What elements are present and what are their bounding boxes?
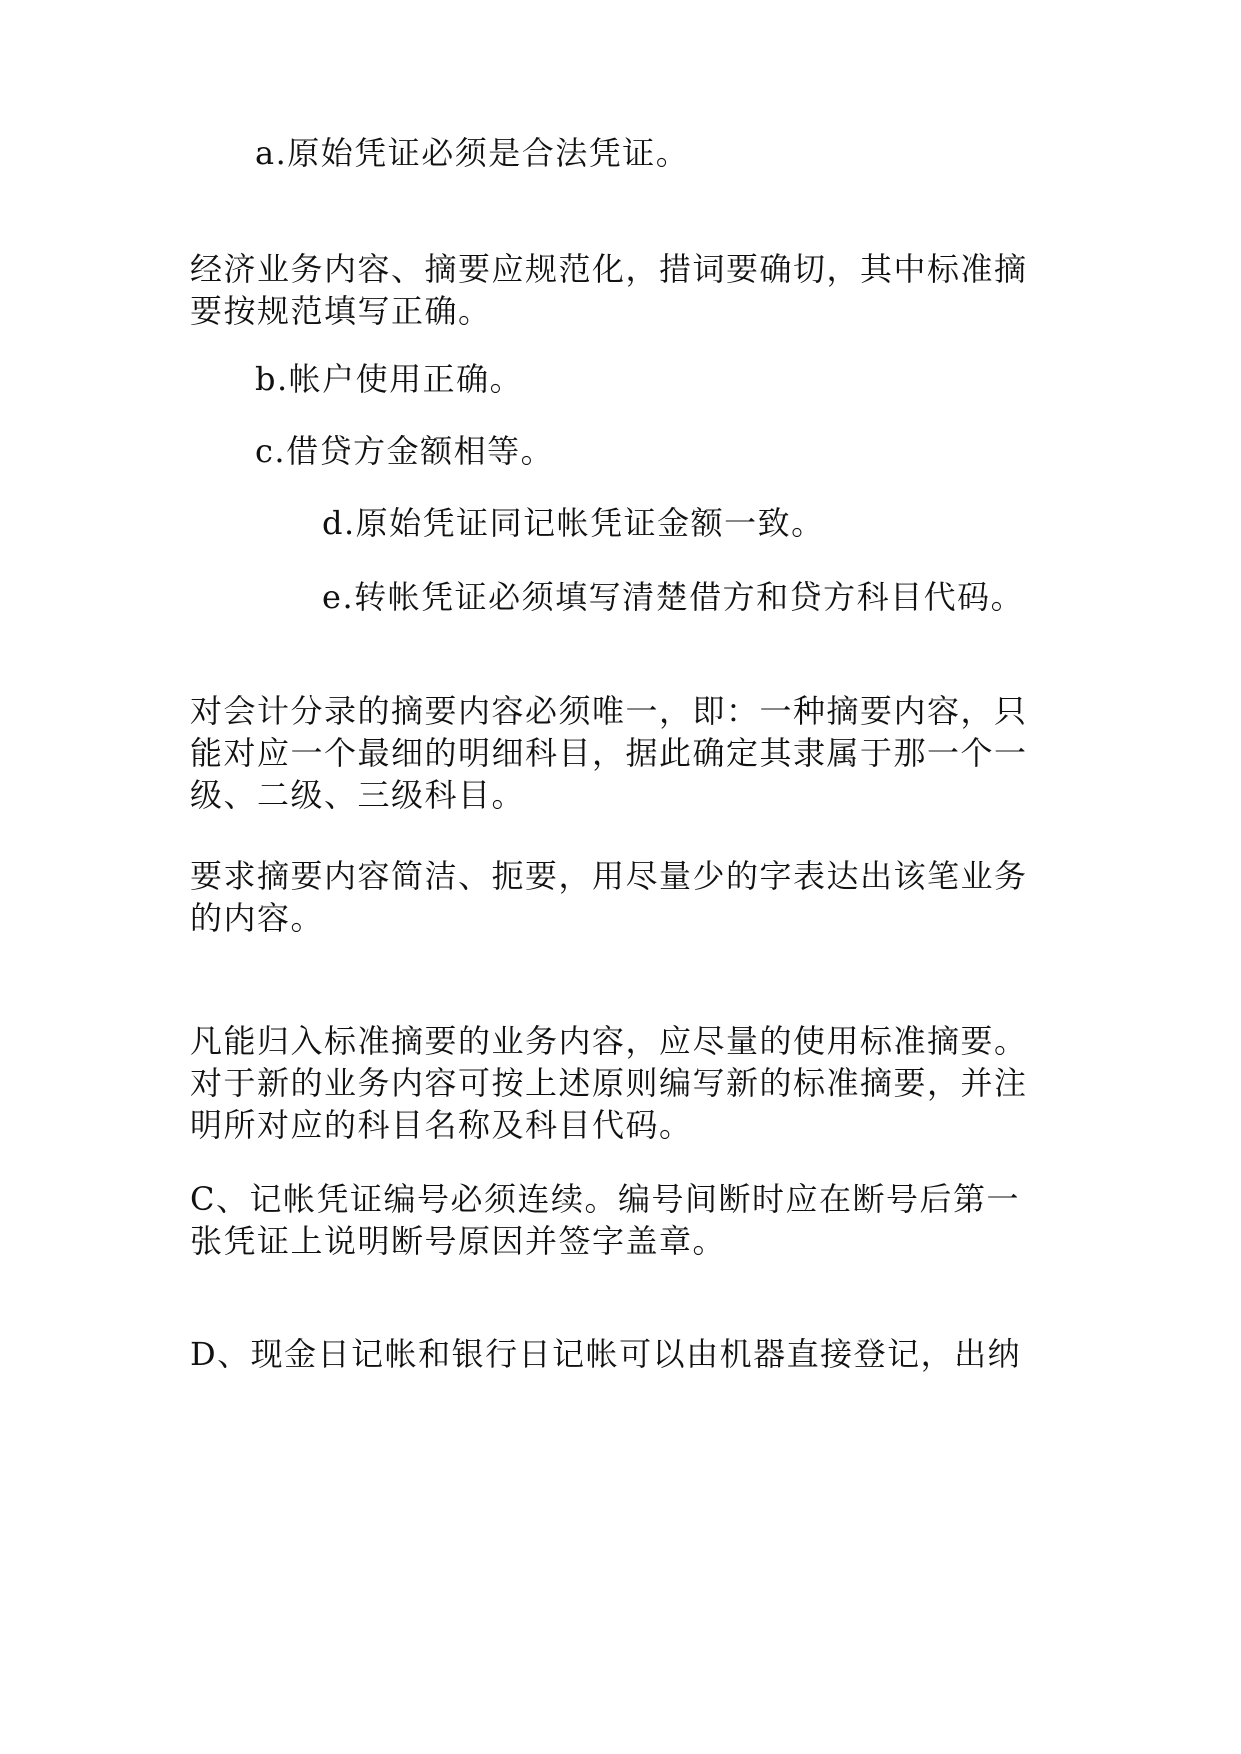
section-c-voucher-numbering: C、记帐凭证编号必须连续。编号间断时应在断号后第一张凭证上说明断号原因并签字盖章。 xyxy=(190,1180,1020,1260)
paragraph-entry-summary-unique: 对会计分录的摘要内容必须唯一，即：一种摘要内容，只能对应一个最细的明细科目，据此确定其隶属于那一个一级、二级、三级科目。 xyxy=(190,692,1028,814)
paragraph-summary-concise: 要求摘要内容简洁、扼要，用尽量少的字表达出该笔业务的内容。 xyxy=(190,857,1028,937)
item-b-account-usage: b.帐户使用正确。 xyxy=(255,360,524,398)
item-c-debit-credit-equal: c.借贷方金额相等。 xyxy=(255,432,555,470)
item-e-transfer-voucher-codes: e.转帐凭证必须填写清楚借方和贷方科目代码。 xyxy=(322,578,1025,616)
paragraph-standard-summary-usage: 凡能归入标准摘要的业务内容，应尽量的使用标准摘要。对于新的业务内容可按上述原则编写新的标准摘要，并注明所对应的科目名称及科目代码。 xyxy=(190,1022,1028,1144)
paragraph-summary-standardization: 经济业务内容、摘要应规范化，措词要确切，其中标准摘要按规范填写正确。 xyxy=(190,250,1028,330)
item-a-original-voucher-legal: a.原始凭证必须是合法凭证。 xyxy=(255,134,690,172)
section-d-cash-bank-journal: D、现金日记帐和银行日记帐可以由机器直接登记，出纳 xyxy=(190,1335,1022,1373)
item-d-amount-consistent: d.原始凭证同记帐凭证金额一致。 xyxy=(322,504,825,542)
